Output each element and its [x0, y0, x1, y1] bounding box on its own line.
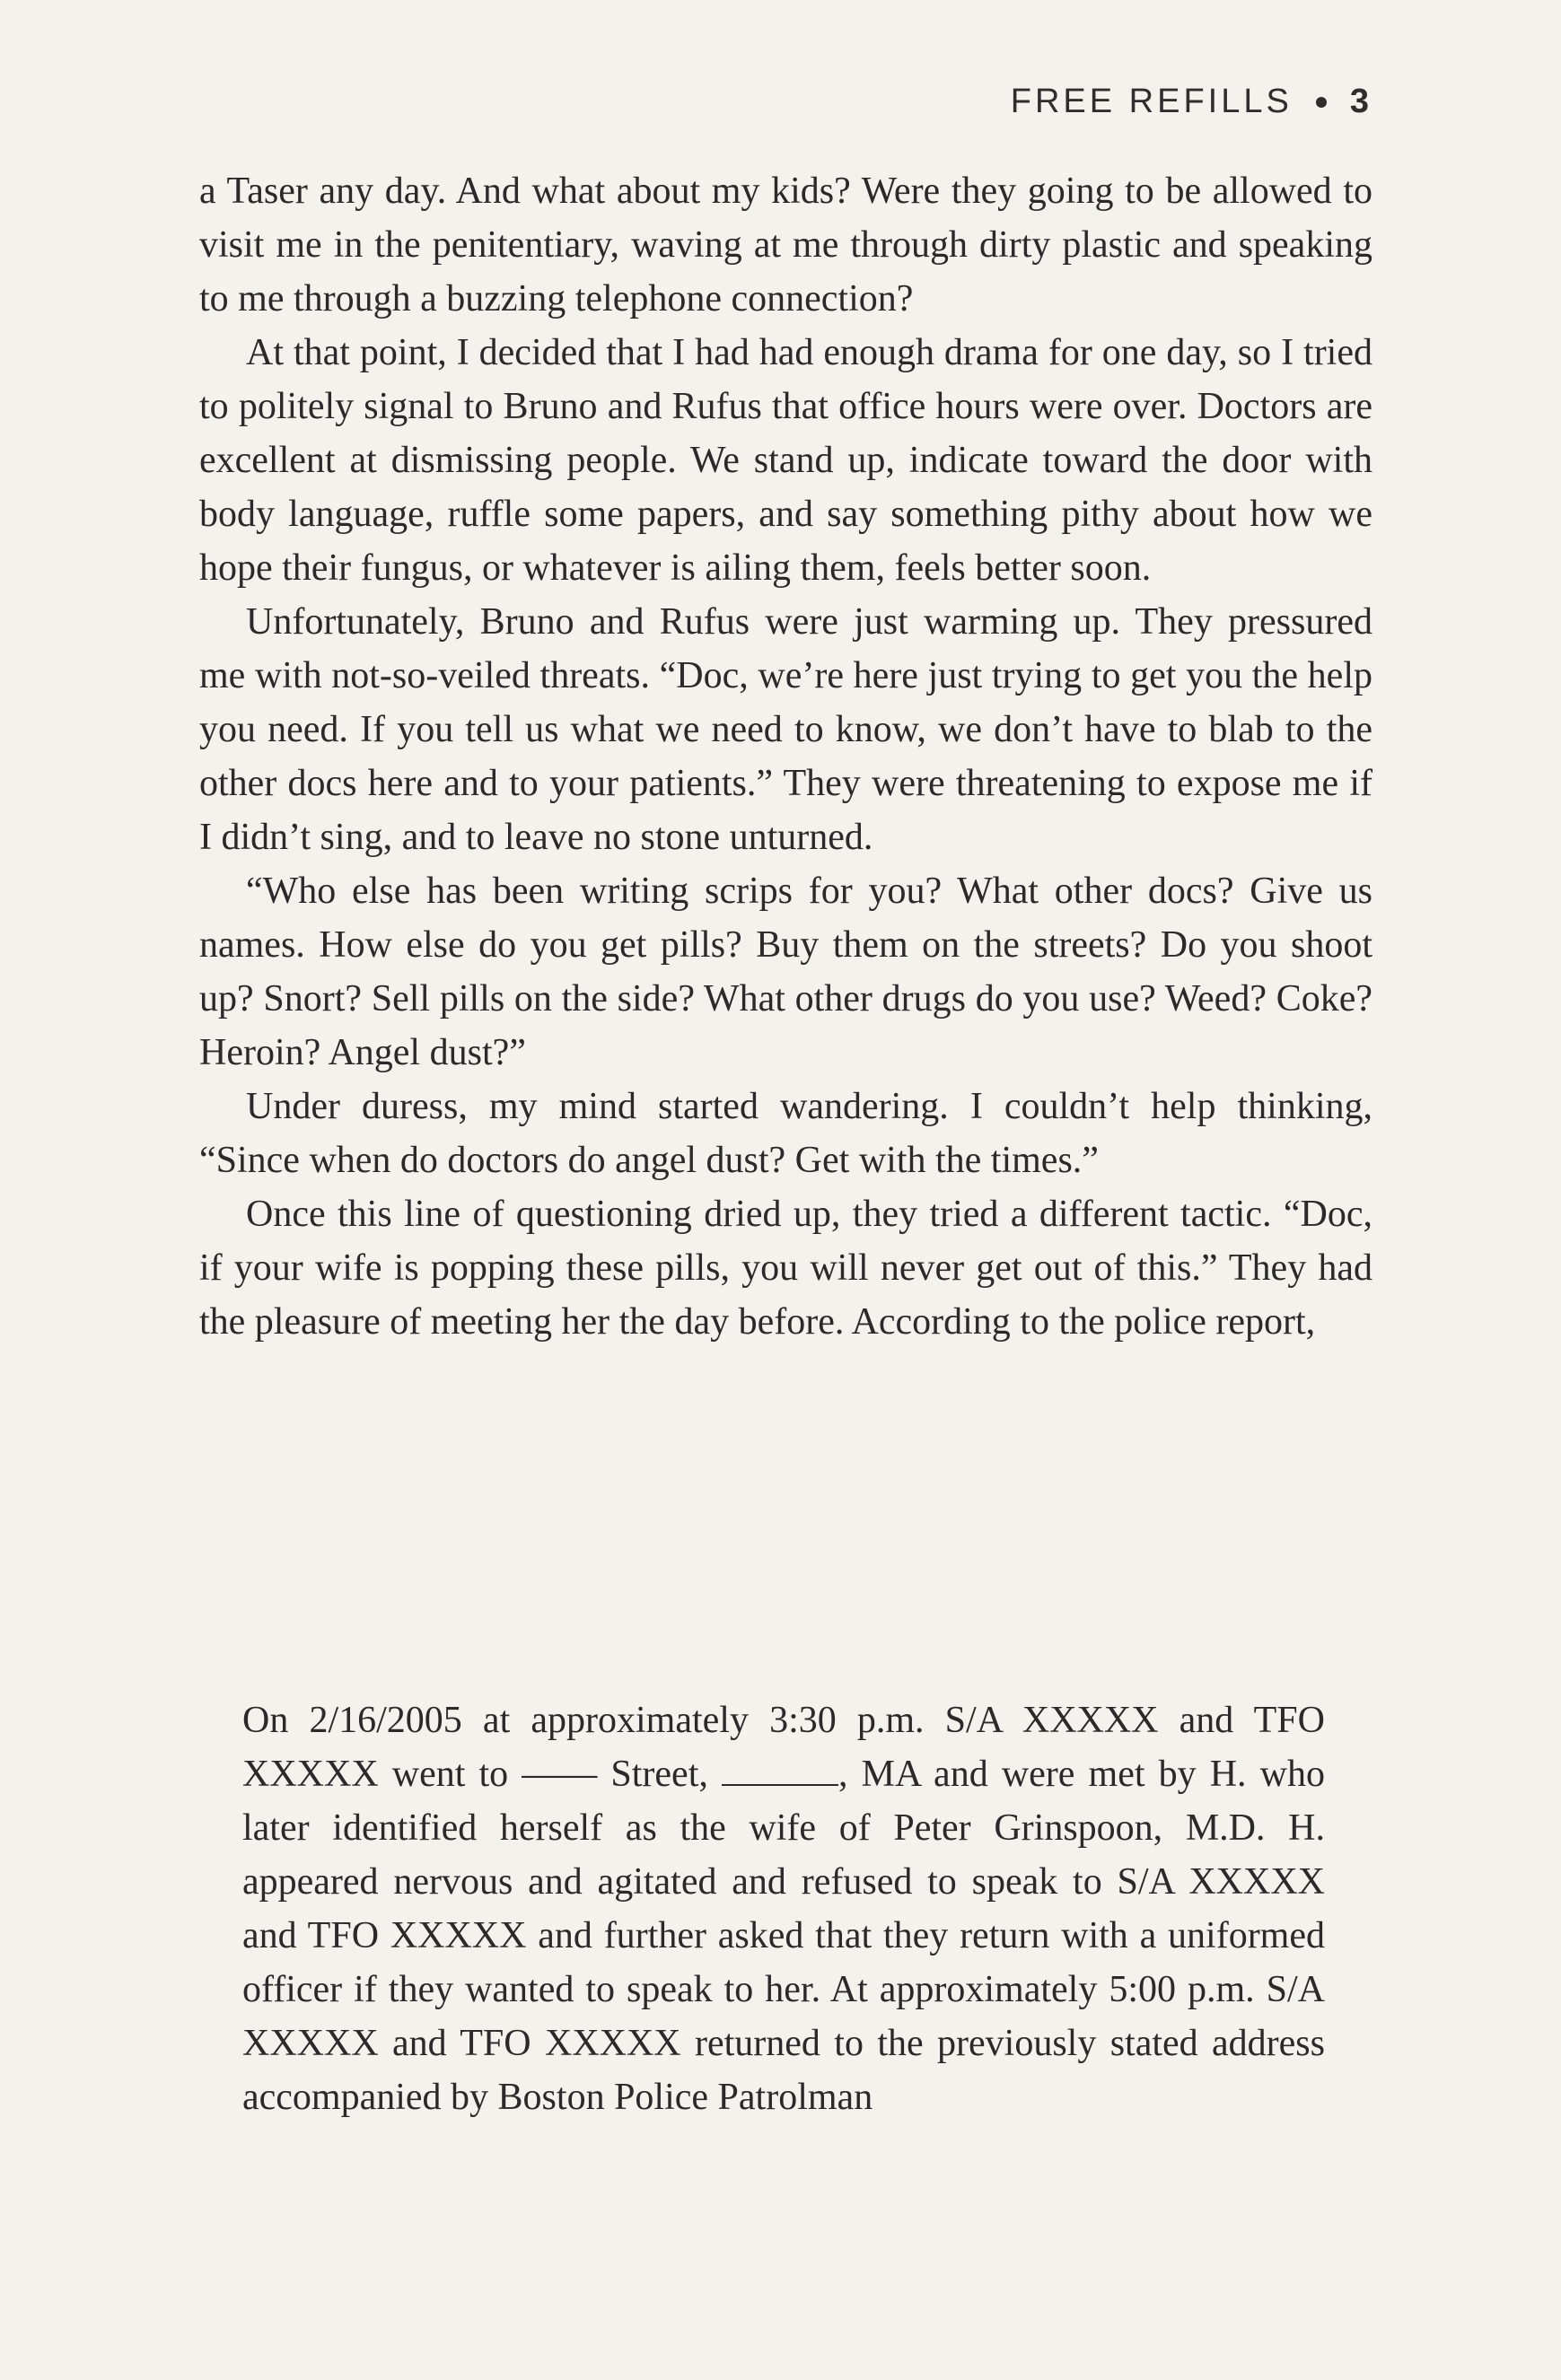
running-head: [1011, 83, 1372, 121]
extract-text-end: , MA and were met by H. who later identified herself as the wife of Peter Grinspoon, M.D. H. appeared nervous and agitated and refused to speak to S/A XXXXX and TFO XXXXX and further asked that they return with a uniformed officer if they wanted to speak to her. At approximately 5:00 p.m. S/A XXXXX and TFO XXXXX returned to the previously stated address accompanied by Boston Police Patrolman: [242, 1754, 1325, 2118]
paragraph-6: Once this line of questioning dried up, they tried a different tactic. “Doc, if your wife is popping these pills, you will never get out of this.” They had the pleasure of meeting her the day before. According to the police report,: [199, 1194, 1372, 1343]
paragraph-5: Under duress, my mind started wandering. I couldn’t help thinking, “Since when do doctors do angel dust? Get with the times.”: [199, 1086, 1372, 1181]
bullet-icon: [1316, 97, 1327, 108]
paragraph-4: “Who else has been writing scrips for you? What other docs? Give us names. How else do you get pills? Buy them on the streets? Do you shoot up? Snort? Sell pills on the side? What other drugs do you use? Weed? Coke? Heroin? Angel dust?”: [199, 871, 1372, 1073]
paragraph-1: a Taser any day. And what about my kids? Were they going to be allowed to visit me in the penitentiary, waving at me through dirty plastic and speaking to me through a buzzing telephone connection?: [199, 171, 1372, 319]
paragraph-3: Unfortunately, Bruno and Rufus were just warming up. They pressured me with not-so-veiled threats. “Doc, we’re here just trying to get you the help you need. If you tell us what we need to know, we don’t have to blab to the other docs here and to your patients.” They were threatening to expose me if I didn’t sing, and to leave no stone unturned.: [199, 601, 1372, 858]
paragraph-2: At that point, I decided that I had had enough drama for one day, so I tried to politely signal to Bruno and Rufus that office hours were over. Doctors are excellent at dismissing people. We stand up, indicate toward the door with body language, ruffle some papers, and say something pithy about how we hope their fungus, or whatever is ailing them, feels better soon.: [199, 332, 1372, 589]
redacted-blank: [722, 1757, 838, 1786]
running-head-title: FREE REFILLS: [1010, 83, 1293, 120]
extract-paragraph: [242, 1693, 1325, 2124]
police-report-extract: [242, 1693, 1325, 2124]
body-text: [199, 164, 1372, 1349]
extract-text-start: On 2/16/2005 at approximately 3:30 p.m. S/A XXXXX and TFO XXXXX went to —— Street,: [242, 1700, 1325, 1795]
page-number: 3: [1349, 83, 1372, 120]
